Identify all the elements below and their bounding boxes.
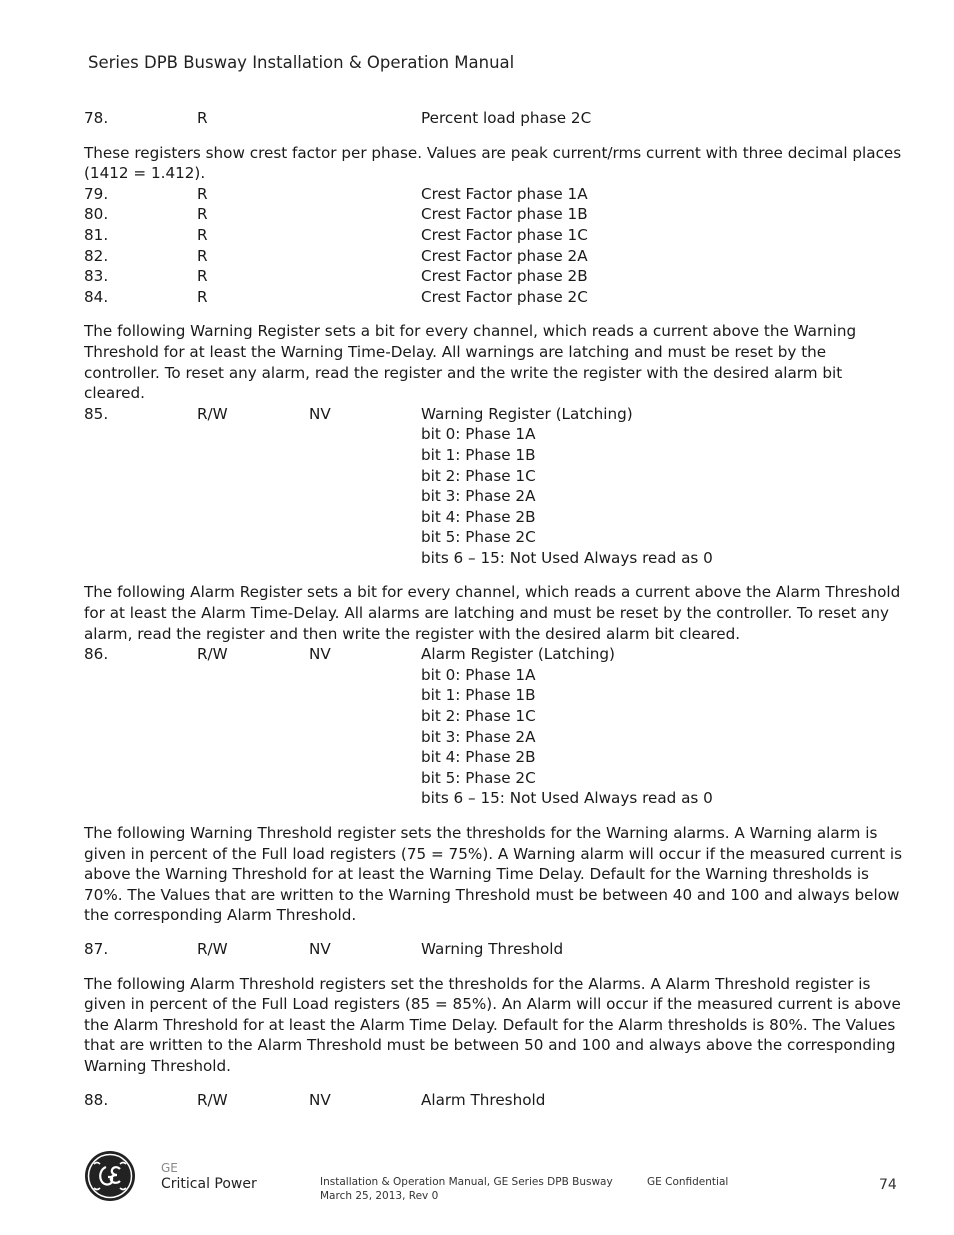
register-number: 80. [84,205,109,224]
register-row-82 [84,246,904,267]
bit-text: bit 3: Phase 2A [421,727,536,746]
bit-text: bit 5: Phase 2C [421,528,536,547]
register-number: 84. [84,287,109,306]
register-row-79 [84,184,904,205]
register-row-80 [84,204,904,225]
bit-line [84,768,904,789]
register-access: R/W [197,939,228,958]
footer-division: Critical Power [161,1176,257,1192]
register-row-88 [84,1090,904,1111]
bit-line [84,424,904,445]
register-number: 86. [84,645,109,664]
footer-company: GE [161,1161,178,1175]
register-description: Crest Factor phase 2B [421,267,588,286]
page-header-title: Series DPB Busway Installation & Operation Manual [88,53,515,72]
bit-text: bit 0: Phase 1A [421,665,536,684]
register-nv: NV [309,1090,331,1109]
register-row-84 [84,287,904,308]
bit-text: bit 5: Phase 2C [421,768,536,787]
register-description: Warning Register (Latching) [421,404,633,423]
register-nv: NV [309,645,331,664]
bit-line [84,727,904,748]
bit-line [84,706,904,727]
warning-register-paragraph: The following Warning Register sets a bit for every channel, which reads a current above the Warning Threshold for at least the Warning Time-Delay. All warnings are latching and must be reset by the controller. To reset any alarm, read the register and the write the register with the desired alarm bit cleared. [84,322,857,403]
register-access: R/W [197,645,228,664]
bit-line [84,548,904,569]
register-row-81 [84,225,904,246]
alarm-register-paragraph: The following Alarm Register sets a bit for every channel, which reads a current above the Alarm Threshold for at least the Alarm Time-Delay. All alarms are latching and must be reset by the controller. To reset any alarm, read the register and then write the register with the desired alarm bit cleared. [84,583,901,643]
bit-text: bit 4: Phase 2B [421,507,536,526]
register-number: 81. [84,225,109,244]
register-nv: NV [309,404,331,423]
register-row-78 [84,108,904,129]
register-number: 78. [84,109,109,127]
bit-text: bit 4: Phase 2B [421,748,536,767]
register-description: Warning Threshold [421,939,564,958]
bit-line [84,665,904,686]
register-access: R/W [197,1090,228,1109]
register-access: R [197,109,208,127]
register-access: R [197,267,208,286]
register-row-87 [84,939,904,960]
bit-text: bit 2: Phase 1C [421,707,536,726]
bit-line [84,466,904,487]
crest-factor-paragraph: These registers show crest factor per phase. Values are peak current/rms current with three decimal places (1412 = 1.412). [84,143,902,183]
page-number: 74 [879,1177,897,1193]
bit-line [84,527,904,548]
bit-text: bit 2: Phase 1C [421,466,536,485]
alarm-threshold-paragraph: The following Alarm Threshold registers set the thresholds for the Alarms. A Alarm Threshold register is given in percent of the Full Load registers (85 = 85%). An Alarm will occur if the measured current is above the Alarm Threshold for at least the Alarm Time Delay. Default for the Alarm thresholds is 80%. The Values that are written to the Alarm Threshold must be between 50 and 100 and always above the corresponding Warning Threshold. [84,974,901,1075]
warning-threshold-paragraph: The following Warning Threshold register sets the thresholds for the Warning alarms. A Warning alarm is given in percent of the Full load registers (75 = 75%). A Warning alarm will occur if the measured current is above the Warning Threshold for at least the Warning Time Delay. Default for the Warning thresholds is 70%. The Values that are written to the Warning Threshold must be between 40 and 100 and always below the corresponding Alarm Threshold. [84,824,903,925]
register-description: Alarm Register (Latching) [421,645,615,664]
footer-date: March 25, 2013, Rev 0 [320,1190,439,1202]
register-description: Alarm Threshold [421,1090,546,1109]
bit-text: bit 1: Phase 1B [421,445,536,464]
document-body [84,108,904,1110]
register-number: 85. [84,404,109,423]
bit-line [84,685,904,706]
register-number: 82. [84,246,109,265]
ge-monogram-icon [84,1150,136,1202]
register-description: Percent load phase 2C [421,109,592,127]
bit-line [84,507,904,528]
register-access: R [197,225,208,244]
bit-text: bit 0: Phase 1A [421,425,536,444]
register-row-85 [84,404,904,425]
register-number: 88. [84,1090,109,1109]
footer-manual-title: Installation & Operation Manual, GE Series DPB Busway [320,1176,613,1188]
register-description: Crest Factor phase 1B [421,205,588,224]
register-row-83 [84,266,904,287]
register-access: R [197,246,208,265]
bit-line [84,445,904,466]
register-access: R [197,184,208,203]
register-access: R/W [197,404,228,423]
bit-line [84,486,904,507]
bit-text: bit 1: Phase 1B [421,686,536,705]
register-description: Crest Factor phase 1C [421,225,588,244]
bit-line [84,788,904,809]
register-description: Crest Factor phase 1A [421,184,588,203]
register-description: Crest Factor phase 2C [421,287,588,306]
footer-confidential: GE Confidential [647,1176,729,1188]
register-number: 87. [84,939,109,958]
register-number: 79. [84,184,109,203]
register-description: Crest Factor phase 2A [421,246,588,265]
register-number: 83. [84,267,109,286]
register-row-86 [84,644,904,665]
register-nv: NV [309,939,331,958]
bit-text: bits 6 – 15: Not Used Always read as 0 [421,789,713,808]
bit-text: bits 6 – 15: Not Used Always read as 0 [421,548,713,567]
bit-text: bit 3: Phase 2A [421,487,536,506]
register-access: R [197,287,208,306]
register-access: R [197,205,208,224]
bit-line [84,747,904,768]
